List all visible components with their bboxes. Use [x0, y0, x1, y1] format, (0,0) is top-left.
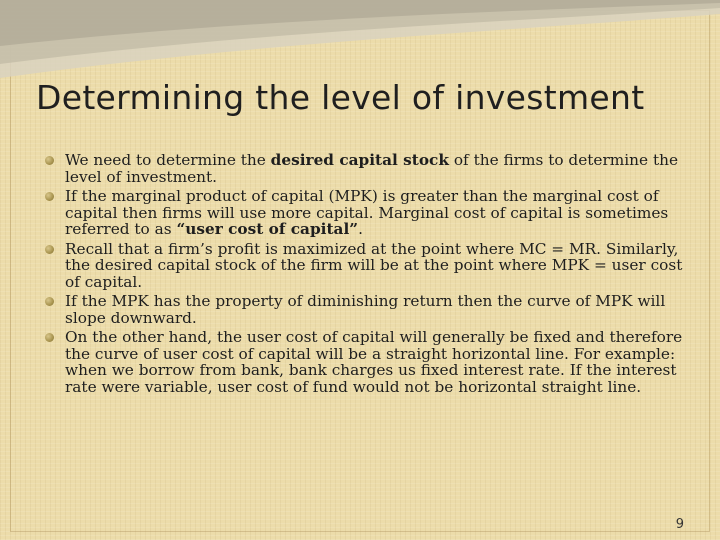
list-item	[44, 188, 689, 238]
bullet-text: On the other hand, the user cost of capital will generally be fixed and therefore the curve of user cost of capital will be a straight horizontal line. For example: when we borrow from bank, bank charges us fixed interest rate. If the interest rate were variable, user cost of fund would not be horizontal straight line.	[65, 328, 683, 396]
bullet-icon	[45, 333, 54, 342]
bullet-emphasis: “user cost of capital”	[176, 220, 359, 238]
bullet-text: If the MPK has the property of diminishing return then the curve of MPK will slope downward.	[65, 292, 666, 327]
page-number: 9	[675, 517, 684, 532]
list-item	[44, 152, 689, 185]
header-swoosh-decoration	[0, 0, 720, 90]
bullet-emphasis: desired capital stock	[270, 151, 449, 169]
bullet-icon	[45, 245, 54, 254]
bullet-icon	[45, 156, 54, 165]
bullet-text-before: We need to determine the	[65, 151, 271, 169]
bullet-list	[44, 152, 689, 398]
bullet-text-after: of the firms to determine the level of investment.	[65, 151, 679, 186]
list-item	[44, 329, 689, 395]
list-item	[44, 241, 689, 291]
bullet-text-after: .	[358, 220, 363, 238]
slide-title: Determining the level of investment	[36, 78, 645, 117]
bullet-icon	[45, 297, 54, 306]
bullet-text: Recall that a firm’s profit is maximized at the point where MC = MR. Similarly, the desired capital stock of the firm will be at the point where MPK = user cost of capital.	[65, 239, 683, 291]
bullet-icon	[45, 192, 54, 201]
list-item	[44, 293, 689, 326]
bullet-text-before: If the marginal product of capital (MPK) is greater than the marginal cost of capital then firms will use more capital. Marginal cost of capital is sometimes referred to as	[65, 187, 669, 238]
